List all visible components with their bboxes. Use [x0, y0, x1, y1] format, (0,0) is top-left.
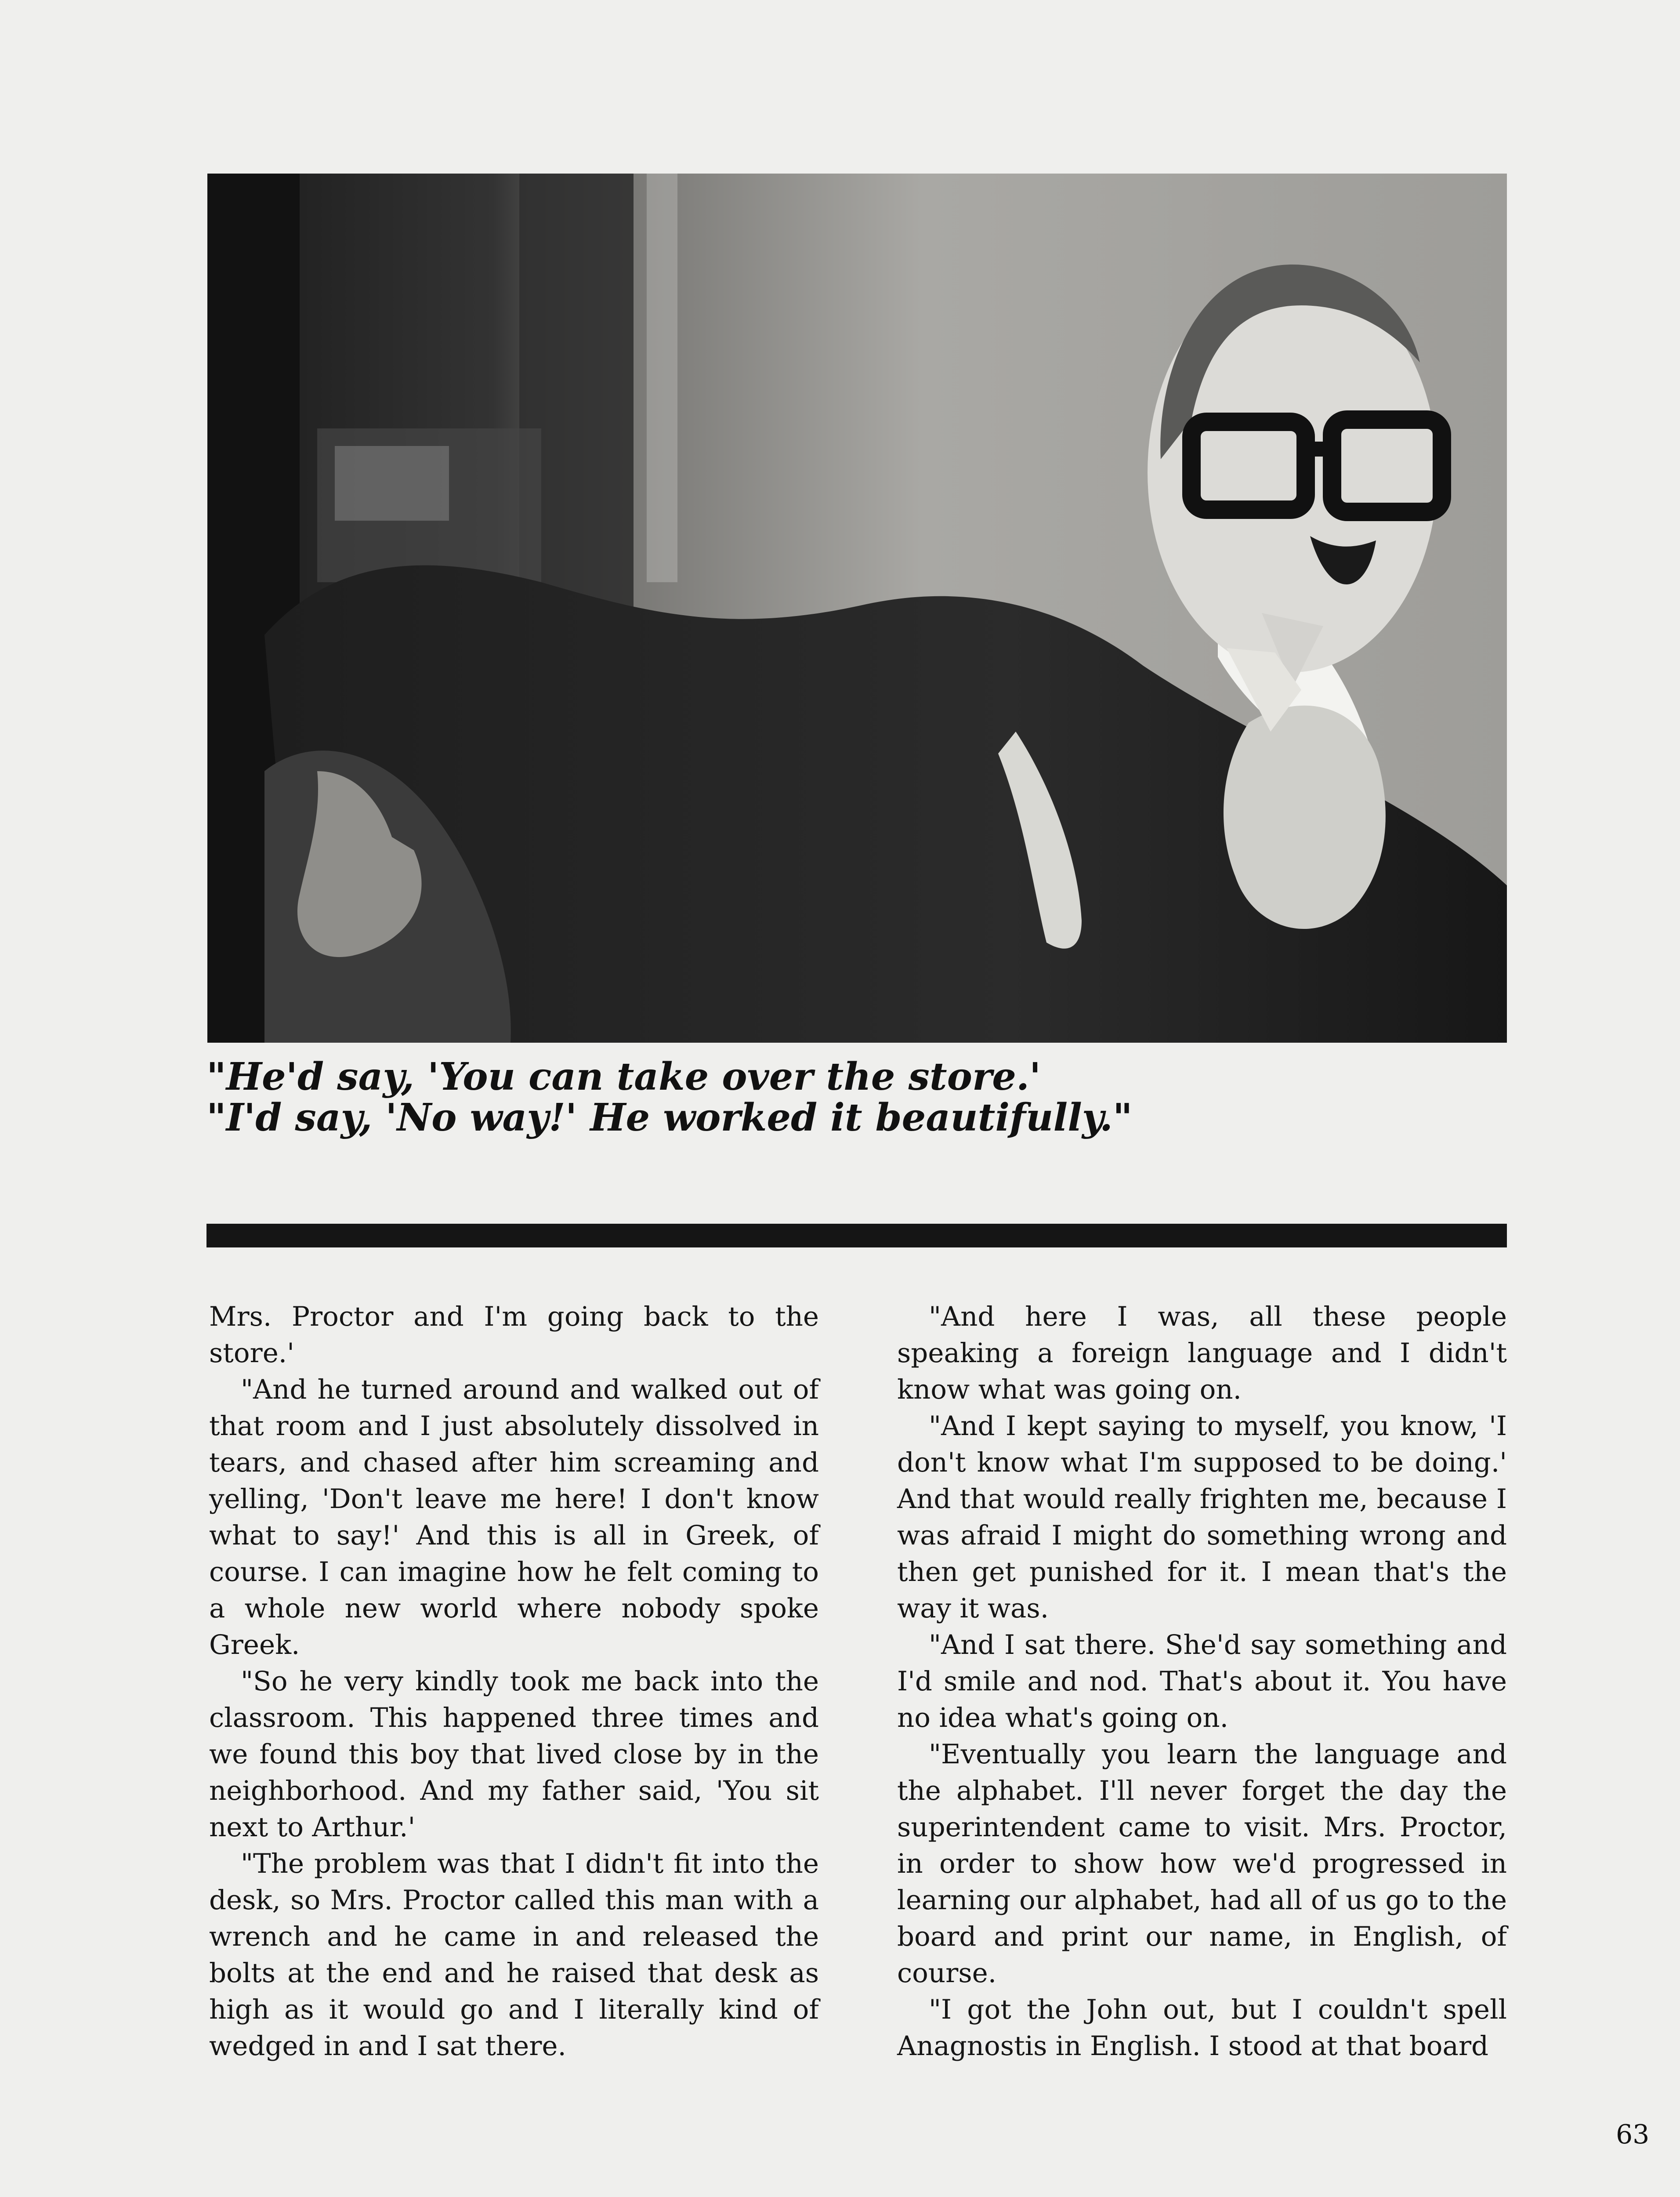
article-column-left — [209, 1298, 819, 2064]
article-column-right — [897, 1298, 1507, 2064]
article-paragraph: Mrs. Proctor and I'm going back to the store.' — [209, 1301, 819, 1369]
article-paragraph: "Eventually you learn the language and the alphabet. I'll never forget the day the superintendent came to visit. Mrs. Proctor, in order to show how we'd progressed in learning our alphabet, had all of us go to the board and print our name, in English, of course. — [897, 1739, 1507, 1989]
article-paragraph: "And here I was, all these people speaking a foreign language and I didn't know what was going on. — [897, 1301, 1507, 1405]
pull-quote — [206, 1057, 1349, 1138]
article-paragraph: "And he turned around and walked out of that room and I just absolutely dissolved in tears, and chased after him screaming and yelling, 'Don't leave me here! I don't know what to say!' And this is all in Greek, of course. I can imagine how he felt coming to a whole new world where nobody spoke Greek. — [209, 1374, 819, 1660]
pull-quote-line: "I'd say, 'No way!' He worked it beautifully." — [206, 1095, 1133, 1140]
pull-quote-line: "He'd say, 'You can take over the store.' — [206, 1055, 1041, 1099]
article-paragraph: "And I kept saying to myself, you know, 'I don't know what I'm supposed to be doing.' And that would really frighten me, because I was afraid I might do something wrong and then get punished for it. I mean that's the way it was. — [897, 1410, 1507, 1624]
portrait-photo — [207, 174, 1507, 1043]
article-paragraph: "The problem was that I didn't fit into the desk, so Mrs. Proctor called this man with a wrench and he came in and released the bolts at the end and he raised that desk as high as it would go and I literally kind of wedged in and I sat there. — [209, 1848, 819, 2062]
article-paragraph: "So he very kindly took me back into the classroom. This happened three times and we found this boy that lived close by in the neighborhood. And my father said, 'You sit next to Arthur.' — [209, 1666, 819, 1843]
article-paragraph: "And I sat there. She'd say something and I'd smile and nod. That's about it. You have no idea what's going on. — [897, 1629, 1507, 1733]
page-number: 63 — [1616, 2119, 1650, 2150]
article-paragraph: "I got the John out, but I couldn't spell Anagnostis in English. I stood at that board — [897, 1994, 1507, 2062]
section-divider — [206, 1224, 1507, 1247]
